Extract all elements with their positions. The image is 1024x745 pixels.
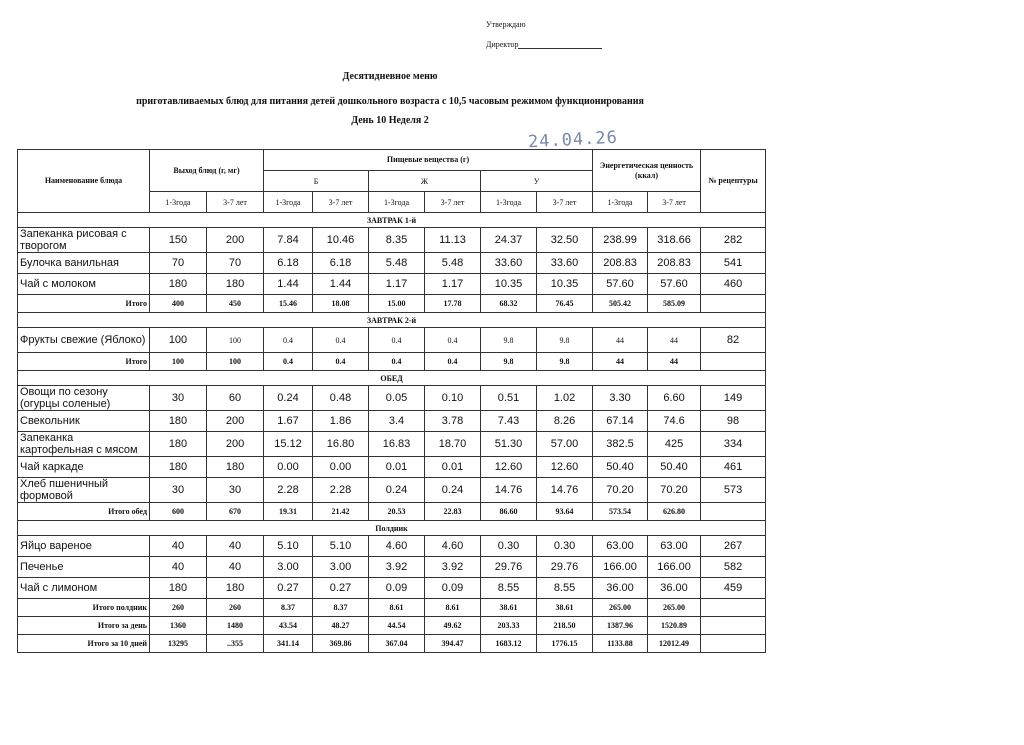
value-cell: 100: [207, 328, 264, 353]
value-cell: 180: [207, 578, 264, 599]
age-header-cell: 3-7 лет: [313, 192, 369, 213]
value-cell: 70: [207, 253, 264, 274]
total-label: Итого за 10 дней: [18, 635, 150, 653]
value-cell: 8.35: [369, 228, 425, 253]
value-cell: 5.10: [313, 536, 369, 557]
total-value-cell: 12012.49: [648, 635, 701, 653]
document-subtitle: приготавливаемых блюд для питания детей дошкольного возраста с 10,5 часовым режимом функционирования: [136, 96, 644, 107]
total-value-cell: 68.32: [481, 295, 537, 313]
signature-blank: [518, 40, 602, 49]
total-value-cell: 265.00: [593, 599, 648, 617]
value-cell: 1.67: [264, 411, 313, 432]
table-body: [18, 213, 766, 653]
value-cell: 200: [207, 432, 264, 457]
recipe-cell-empty: [701, 617, 766, 635]
value-cell: 0.30: [481, 536, 537, 557]
age-header-cell: 1-3года: [593, 192, 648, 213]
value-cell: 180: [150, 274, 207, 295]
value-cell: 2.28: [264, 478, 313, 503]
value-cell: 40: [207, 536, 264, 557]
age-header-cell: 1-3года: [369, 192, 425, 213]
total-value-cell: 600: [150, 503, 207, 521]
col-carbs-header: У: [481, 171, 593, 192]
value-cell: 51.30: [481, 432, 537, 457]
section-title: ОБЕД: [18, 371, 766, 386]
dish-name: Чай каркаде: [18, 457, 150, 478]
value-cell: 1.44: [264, 274, 313, 295]
age-header-cell: 3-7 лет: [207, 192, 264, 213]
value-cell: 3.78: [425, 411, 481, 432]
col-name-header: Наименование блюда: [18, 150, 150, 213]
total-value-cell: 38.61: [481, 599, 537, 617]
dish-name: Свекольник: [18, 411, 150, 432]
value-cell: 14.76: [481, 478, 537, 503]
document-title: Десятидневное меню: [342, 71, 438, 82]
value-cell: 12.60: [481, 457, 537, 478]
value-cell: 0.4: [425, 328, 481, 353]
dish-name: Хлеб пшеничный формовой: [18, 478, 150, 503]
total-value-cell: 260: [207, 599, 264, 617]
total-row: [18, 617, 766, 635]
recipe-number: 461: [701, 457, 766, 478]
value-cell: 0.09: [369, 578, 425, 599]
recipe-number: 149: [701, 386, 766, 411]
value-cell: 180: [207, 457, 264, 478]
value-cell: 0.24: [425, 478, 481, 503]
dish-name: Овощи по сезону (огурцы соленые): [18, 386, 150, 411]
value-cell: 44: [593, 328, 648, 353]
table-row: [18, 578, 766, 599]
total-value-cell: 367.04: [369, 635, 425, 653]
total-value-cell: 1480: [207, 617, 264, 635]
value-cell: 1.86: [313, 411, 369, 432]
total-value-cell: 573.54: [593, 503, 648, 521]
total-value-cell: 8.37: [264, 599, 313, 617]
value-cell: 3.00: [313, 557, 369, 578]
value-cell: 1.44: [313, 274, 369, 295]
table-row: [18, 228, 766, 253]
value-cell: 70.20: [648, 478, 701, 503]
value-cell: 7.43: [481, 411, 537, 432]
value-cell: 3.92: [369, 557, 425, 578]
col-energy-header: Энергетическая ценность (ккал): [593, 150, 701, 192]
value-cell: 60: [207, 386, 264, 411]
section-header-row: [18, 371, 766, 386]
section-title: Полдник: [18, 521, 766, 536]
dish-name: Печенье: [18, 557, 150, 578]
table-row: [18, 478, 766, 503]
total-value-cell: 0.4: [369, 353, 425, 371]
value-cell: 50.40: [648, 457, 701, 478]
value-cell: 1.02: [537, 386, 593, 411]
value-cell: 3.30: [593, 386, 648, 411]
section-header-row: [18, 521, 766, 536]
recipe-number: 282: [701, 228, 766, 253]
table-row: [18, 557, 766, 578]
value-cell: 208.83: [648, 253, 701, 274]
total-value-cell: 1133.88: [593, 635, 648, 653]
total-value-cell: 21.42: [313, 503, 369, 521]
total-value-cell: 670: [207, 503, 264, 521]
total-value-cell: 203.33: [481, 617, 537, 635]
value-cell: 0.01: [369, 457, 425, 478]
dish-name: Чай с молоком: [18, 274, 150, 295]
value-cell: 150: [150, 228, 207, 253]
value-cell: 6.18: [313, 253, 369, 274]
value-cell: 24.37: [481, 228, 537, 253]
total-row: [18, 353, 766, 371]
value-cell: 63.00: [593, 536, 648, 557]
value-cell: 0.27: [264, 578, 313, 599]
value-cell: 3.00: [264, 557, 313, 578]
dish-name: Чай с лимоном: [18, 578, 150, 599]
section-header-row: [18, 313, 766, 328]
total-row: [18, 599, 766, 617]
value-cell: 30: [150, 478, 207, 503]
table-row: [18, 432, 766, 457]
total-value-cell: 100: [207, 353, 264, 371]
total-value-cell: 86.60: [481, 503, 537, 521]
value-cell: 180: [150, 432, 207, 457]
value-cell: 16.80: [313, 432, 369, 457]
col-output-header: Выход блюд (г, мг): [150, 150, 264, 192]
table-row: [18, 536, 766, 557]
col-recipe-header: № рецептуры: [701, 150, 766, 213]
value-cell: 67.14: [593, 411, 648, 432]
col-nutrients-header: Пищевые вещества (г): [264, 150, 593, 171]
value-cell: 10.35: [537, 274, 593, 295]
total-value-cell: 218.50: [537, 617, 593, 635]
total-value-cell: 1360: [150, 617, 207, 635]
value-cell: 9.8: [481, 328, 537, 353]
value-cell: 0.4: [369, 328, 425, 353]
recipe-number: 267: [701, 536, 766, 557]
director-signature-line: [486, 40, 602, 49]
age-header-cell: 1-3года: [150, 192, 207, 213]
value-cell: 238.99: [593, 228, 648, 253]
total-row: [18, 635, 766, 653]
total-value-cell: 48.27: [313, 617, 369, 635]
total-value-cell: 19.31: [264, 503, 313, 521]
total-value-cell: 450: [207, 295, 264, 313]
total-value-cell: 13295: [150, 635, 207, 653]
value-cell: 0.24: [264, 386, 313, 411]
value-cell: 7.84: [264, 228, 313, 253]
total-value-cell: 17.78: [425, 295, 481, 313]
value-cell: 0.27: [313, 578, 369, 599]
value-cell: 0.51: [481, 386, 537, 411]
total-value-cell: 44: [648, 353, 701, 371]
value-cell: 50.40: [593, 457, 648, 478]
value-cell: 29.76: [481, 557, 537, 578]
director-label: Директор: [486, 40, 519, 49]
value-cell: 425: [648, 432, 701, 457]
value-cell: 30: [150, 386, 207, 411]
section-title: ЗАВТРАК 1-й: [18, 213, 766, 228]
value-cell: 8.55: [481, 578, 537, 599]
approve-label: Утверждаю: [486, 20, 526, 29]
value-cell: 70: [150, 253, 207, 274]
value-cell: 0.05: [369, 386, 425, 411]
value-cell: 382.5: [593, 432, 648, 457]
age-header-cell: 3-7 лет: [648, 192, 701, 213]
value-cell: 180: [207, 274, 264, 295]
age-header-cell: 3-7 лет: [537, 192, 593, 213]
value-cell: 70.20: [593, 478, 648, 503]
value-cell: 208.83: [593, 253, 648, 274]
total-value-cell: 44.54: [369, 617, 425, 635]
value-cell: 166.00: [593, 557, 648, 578]
value-cell: 3.4: [369, 411, 425, 432]
total-value-cell: 369.86: [313, 635, 369, 653]
value-cell: 200: [207, 228, 264, 253]
col-fat-header: Ж: [369, 171, 481, 192]
value-cell: 180: [150, 457, 207, 478]
recipe-cell-empty: [701, 599, 766, 617]
total-value-cell: 9.8: [537, 353, 593, 371]
recipe-number: 82: [701, 328, 766, 353]
total-value-cell: 1776.15: [537, 635, 593, 653]
total-value-cell: 76.45: [537, 295, 593, 313]
value-cell: 16.83: [369, 432, 425, 457]
value-cell: 0.01: [425, 457, 481, 478]
value-cell: 40: [207, 557, 264, 578]
total-value-cell: 8.61: [425, 599, 481, 617]
total-value-cell: 1520.89: [648, 617, 701, 635]
value-cell: 0.00: [313, 457, 369, 478]
total-value-cell: 585.09: [648, 295, 701, 313]
value-cell: 0.30: [537, 536, 593, 557]
value-cell: 166.00: [648, 557, 701, 578]
total-value-cell: 394.47: [425, 635, 481, 653]
total-value-cell: 15.46: [264, 295, 313, 313]
value-cell: 40: [150, 536, 207, 557]
value-cell: 5.48: [425, 253, 481, 274]
total-value-cell: 49.62: [425, 617, 481, 635]
total-value-cell: 8.61: [369, 599, 425, 617]
total-value-cell: 400: [150, 295, 207, 313]
value-cell: 36.00: [593, 578, 648, 599]
value-cell: 29.76: [537, 557, 593, 578]
recipe-cell-empty: [701, 353, 766, 371]
value-cell: 200: [207, 411, 264, 432]
total-label: Итого: [18, 295, 150, 313]
table-row: [18, 274, 766, 295]
value-cell: 0.24: [369, 478, 425, 503]
value-cell: 57.60: [648, 274, 701, 295]
dish-name: Булочка ванильная: [18, 253, 150, 274]
value-cell: 180: [150, 411, 207, 432]
menu-table: [17, 149, 766, 653]
value-cell: 1.17: [369, 274, 425, 295]
value-cell: 5.10: [264, 536, 313, 557]
total-value-cell: 0.4: [264, 353, 313, 371]
dish-name: Яйцо вареное: [18, 536, 150, 557]
recipe-cell-empty: [701, 295, 766, 313]
value-cell: 33.60: [537, 253, 593, 274]
recipe-number: 334: [701, 432, 766, 457]
value-cell: 3.92: [425, 557, 481, 578]
value-cell: 100: [150, 328, 207, 353]
total-value-cell: 93.64: [537, 503, 593, 521]
value-cell: 1.17: [425, 274, 481, 295]
age-header-cell: 3-7 лет: [425, 192, 481, 213]
value-cell: 44: [648, 328, 701, 353]
section-header-row: [18, 213, 766, 228]
total-value-cell: 8.37: [313, 599, 369, 617]
total-value-cell: 0.4: [425, 353, 481, 371]
value-cell: 8.26: [537, 411, 593, 432]
table-row: [18, 411, 766, 432]
value-cell: 0.4: [264, 328, 313, 353]
total-value-cell: 20.53: [369, 503, 425, 521]
total-label: Итого полдник: [18, 599, 150, 617]
total-value-cell: ..355: [207, 635, 264, 653]
value-cell: 5.48: [369, 253, 425, 274]
value-cell: 4.60: [369, 536, 425, 557]
value-cell: 0.4: [313, 328, 369, 353]
total-value-cell: 341.14: [264, 635, 313, 653]
total-value-cell: 9.8: [481, 353, 537, 371]
value-cell: 63.00: [648, 536, 701, 557]
value-cell: 15.12: [264, 432, 313, 457]
handwritten-date: 24.04.26: [527, 127, 619, 153]
value-cell: 318.66: [648, 228, 701, 253]
value-cell: 10.35: [481, 274, 537, 295]
age-header-cell: 1-3года: [481, 192, 537, 213]
value-cell: 0.48: [313, 386, 369, 411]
day-week-label: День 10 Неделя 2: [351, 115, 429, 126]
value-cell: 8.55: [537, 578, 593, 599]
table-header: [18, 150, 766, 213]
value-cell: 40: [150, 557, 207, 578]
value-cell: 0.09: [425, 578, 481, 599]
recipe-cell-empty: [701, 635, 766, 653]
value-cell: 57.60: [593, 274, 648, 295]
col-protein-header: Б: [264, 171, 369, 192]
value-cell: 18.70: [425, 432, 481, 457]
total-value-cell: 18.08: [313, 295, 369, 313]
value-cell: 2.28: [313, 478, 369, 503]
value-cell: 30: [207, 478, 264, 503]
age-header-cell: 1-3года: [264, 192, 313, 213]
total-label: Итого: [18, 353, 150, 371]
value-cell: 12.60: [537, 457, 593, 478]
total-label: Итого за день: [18, 617, 150, 635]
total-value-cell: 0.4: [313, 353, 369, 371]
total-value-cell: 22.83: [425, 503, 481, 521]
recipe-number: 541: [701, 253, 766, 274]
dish-name: Запеканка рисовая с творогом: [18, 228, 150, 253]
value-cell: 14.76: [537, 478, 593, 503]
table-row: [18, 253, 766, 274]
value-cell: 32.50: [537, 228, 593, 253]
value-cell: 6.60: [648, 386, 701, 411]
value-cell: 33.60: [481, 253, 537, 274]
total-value-cell: 15.00: [369, 295, 425, 313]
total-value-cell: 505.42: [593, 295, 648, 313]
value-cell: 9.8: [537, 328, 593, 353]
total-value-cell: 260: [150, 599, 207, 617]
value-cell: 180: [150, 578, 207, 599]
value-cell: 6.18: [264, 253, 313, 274]
section-title: ЗАВТРАК 2-й: [18, 313, 766, 328]
value-cell: 10.46: [313, 228, 369, 253]
total-value-cell: 265.00: [648, 599, 701, 617]
table-row: [18, 457, 766, 478]
total-row: [18, 295, 766, 313]
recipe-number: 460: [701, 274, 766, 295]
table-row: [18, 328, 766, 353]
value-cell: 11.13: [425, 228, 481, 253]
total-value-cell: 626.80: [648, 503, 701, 521]
dish-name: Фрукты свежие (Яблоко): [18, 328, 150, 353]
recipe-number: 98: [701, 411, 766, 432]
value-cell: 57.00: [537, 432, 593, 457]
total-value-cell: 38.61: [537, 599, 593, 617]
table-row: [18, 386, 766, 411]
total-value-cell: 44: [593, 353, 648, 371]
total-value-cell: 100: [150, 353, 207, 371]
value-cell: 0.00: [264, 457, 313, 478]
value-cell: 36.00: [648, 578, 701, 599]
value-cell: 0.10: [425, 386, 481, 411]
total-value-cell: 1387.96: [593, 617, 648, 635]
value-cell: 4.60: [425, 536, 481, 557]
recipe-number: 573: [701, 478, 766, 503]
recipe-cell-empty: [701, 503, 766, 521]
value-cell: 74.6: [648, 411, 701, 432]
total-value-cell: 43.54: [264, 617, 313, 635]
total-value-cell: 1683.12: [481, 635, 537, 653]
total-label: Итого обед: [18, 503, 150, 521]
dish-name: Запеканка картофельная с мясом: [18, 432, 150, 457]
total-row: [18, 503, 766, 521]
recipe-number: 582: [701, 557, 766, 578]
recipe-number: 459: [701, 578, 766, 599]
